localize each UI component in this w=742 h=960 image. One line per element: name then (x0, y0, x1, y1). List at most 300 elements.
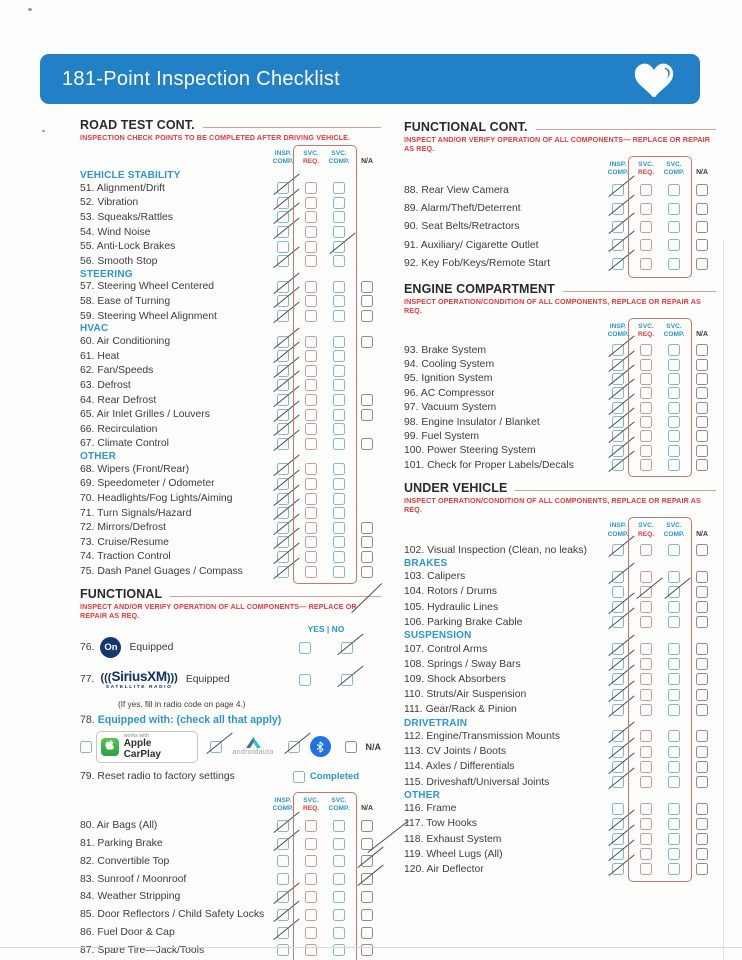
table-row (80, 870, 381, 888)
checkbox-na[interactable] (361, 295, 373, 307)
checkbox-insp[interactable] (612, 359, 624, 371)
checkbox-na[interactable] (696, 616, 708, 628)
checkbox-svc-req[interactable] (640, 803, 652, 815)
checkbox-svc-req[interactable] (305, 855, 317, 867)
checkbox-insp[interactable] (612, 776, 624, 788)
checkbox-svc-comp[interactable] (333, 226, 345, 238)
checkbox-svc-req[interactable] (305, 310, 317, 322)
item-label: 90. Seat Belts/Retractors (404, 221, 520, 233)
checkbox-insp[interactable] (612, 221, 624, 233)
checkbox-svc-req[interactable] (640, 184, 652, 196)
checkbox-na[interactable] (696, 761, 708, 773)
checkbox-na[interactable] (361, 281, 373, 293)
checkbox-svc-comp[interactable] (333, 463, 345, 475)
checkbox-insp[interactable] (277, 295, 289, 307)
checkbox-svc-comp[interactable] (333, 927, 345, 939)
checkbox-svc-req[interactable] (640, 445, 652, 457)
checkbox-svc-req[interactable] (305, 478, 317, 490)
checkbox-svc-req[interactable] (640, 430, 652, 442)
checkbox-na[interactable] (361, 566, 373, 578)
column-header-insp: INSP. COMP. (607, 522, 629, 538)
checkbox-insp[interactable] (277, 820, 289, 832)
checkbox-na[interactable] (696, 258, 708, 270)
checkbox-svc-req[interactable] (640, 616, 652, 628)
checkbox-insp[interactable] (277, 873, 289, 885)
page-edge (723, 240, 724, 960)
checkbox-na[interactable] (696, 344, 708, 356)
checkbox-na[interactable] (696, 373, 708, 385)
table-row (80, 280, 381, 295)
item-label: 119. Wheel Lugs (All) (404, 848, 503, 860)
checkbox-svc-comp[interactable] (668, 359, 680, 371)
item-label: 71. Turn Signals/Hazard (80, 507, 192, 519)
checkbox-insp[interactable] (277, 838, 289, 850)
checkbox-insp[interactable] (277, 438, 289, 450)
checkbox-insp[interactable] (612, 344, 624, 356)
checkbox-insp[interactable] (277, 310, 289, 322)
checkbox-svc-comp[interactable] (333, 478, 345, 490)
checkbox-svc-comp[interactable] (333, 310, 345, 322)
checkbox-svc-comp[interactable] (333, 507, 345, 519)
checkbox-na[interactable] (696, 445, 708, 457)
section-subtitle: INSPECT OPERATION/CONDITION OF ALL COMPONENTS, REPLACE OR REPAIR AS REQ. (404, 296, 701, 315)
checkbox-svc-req[interactable] (305, 211, 317, 223)
checkbox-svc-req[interactable] (640, 601, 652, 613)
checkbox-svc-comp[interactable] (333, 423, 345, 435)
header-bar (40, 54, 700, 104)
checkbox-svc-comp[interactable] (333, 365, 345, 377)
checkbox-svc-req[interactable] (305, 891, 317, 903)
checkbox-svc-req[interactable] (640, 239, 652, 251)
checkbox-svc-req[interactable] (305, 423, 317, 435)
checkbox-svc-req[interactable] (305, 909, 317, 921)
left-column (80, 118, 381, 959)
checkbox-insp[interactable] (612, 601, 624, 613)
checkbox-insp[interactable] (612, 459, 624, 471)
checkbox-insp[interactable] (612, 544, 624, 556)
checkbox-insp[interactable] (277, 365, 289, 377)
checkbox-svc-comp[interactable] (333, 211, 345, 223)
yes-no-header: YES | NO (307, 623, 345, 634)
checkbox-insp[interactable] (277, 255, 289, 267)
checkbox-svc-comp[interactable] (333, 379, 345, 391)
checkbox-na[interactable] (696, 643, 708, 655)
checkbox-svc-req[interactable] (305, 295, 317, 307)
checkbox-na[interactable] (696, 848, 708, 860)
checkbox-insp[interactable] (277, 336, 289, 348)
table-row (80, 835, 381, 853)
checkbox-svc-comp[interactable] (333, 838, 345, 850)
checkbox-na[interactable] (696, 776, 708, 788)
table-row (404, 831, 716, 846)
checkbox-svc-req[interactable] (305, 566, 317, 578)
section-subtitle: INSPECTION CHECK POINTS TO BE COMPLETED AFTER DRIVING VEHICLE. (80, 133, 351, 142)
checkbox-na[interactable] (696, 704, 708, 716)
checkbox-insp[interactable] (277, 478, 289, 490)
checkbox-na[interactable] (696, 416, 708, 428)
checkbox-svc-comp[interactable] (668, 373, 680, 385)
checkbox-svc-req[interactable] (640, 776, 652, 788)
checkbox-svc-comp[interactable] (333, 255, 345, 267)
checkbox-insp[interactable] (277, 182, 289, 194)
item-label: 53. Squeaks/Rattles (80, 211, 173, 223)
checkbox-svc-req[interactable] (305, 365, 317, 377)
checkbox-na[interactable] (361, 873, 373, 885)
checkbox-svc-req[interactable] (640, 833, 652, 845)
siriusxm-logo: (((SiriusXM))) SATELLITE RADIO (100, 668, 178, 690)
checkbox-svc-comp[interactable] (668, 761, 680, 773)
item-label: 60. Air Conditioning (80, 336, 171, 348)
checkbox-na[interactable] (696, 571, 708, 583)
column-header-na: N/A (696, 169, 708, 177)
checkbox-na[interactable] (696, 833, 708, 845)
checkbox-na[interactable] (696, 184, 708, 196)
checkbox-yes[interactable] (299, 642, 311, 654)
checkbox-na[interactable] (361, 820, 373, 832)
checkbox-insp[interactable] (612, 586, 624, 598)
checkbox-svc-comp[interactable] (668, 730, 680, 742)
checkbox-svc-req[interactable] (305, 493, 317, 505)
checkbox-svc-comp[interactable] (668, 184, 680, 196)
checkbox-insp[interactable] (277, 927, 289, 939)
checkbox-insp[interactable] (277, 379, 289, 391)
checkbox-svc-req[interactable] (305, 507, 317, 519)
checkbox-na[interactable] (361, 522, 373, 534)
checkbox-svc-comp[interactable] (333, 522, 345, 534)
checkbox-svc-comp[interactable] (668, 445, 680, 457)
checkbox-svc-req[interactable] (640, 673, 652, 685)
checkbox-svc-req[interactable] (640, 863, 652, 875)
checkbox-na[interactable] (361, 310, 373, 322)
checkbox-yes[interactable] (299, 674, 311, 686)
checkbox-insp[interactable] (612, 203, 624, 215)
checkbox-na[interactable] (696, 387, 708, 399)
checkbox-na[interactable] (696, 544, 708, 556)
section-head (404, 282, 716, 315)
checkbox-completed[interactable] (293, 771, 305, 783)
checkbox-svc-comp[interactable] (333, 909, 345, 921)
checkbox-svc-comp[interactable] (668, 848, 680, 860)
checkbox-na[interactable] (361, 409, 373, 421)
checkbox-insp[interactable] (277, 281, 289, 293)
checkbox-svc-req[interactable] (305, 873, 317, 885)
table-row (404, 415, 716, 429)
checkbox-na[interactable] (361, 336, 373, 348)
checkbox-svc-comp[interactable] (333, 241, 345, 253)
checkbox-insp[interactable] (612, 387, 624, 399)
red-rule (515, 490, 716, 491)
checkbox-insp[interactable] (612, 239, 624, 251)
checkbox-svc-comp[interactable] (333, 873, 345, 885)
checkbox-svc-comp[interactable] (333, 295, 345, 307)
checkbox-insp[interactable] (612, 704, 624, 716)
checkbox-svc-req[interactable] (305, 820, 317, 832)
checkbox-na[interactable] (361, 927, 373, 939)
checkbox-na[interactable] (345, 741, 357, 753)
checkbox-insp[interactable] (612, 689, 624, 701)
checkbox-na[interactable] (361, 891, 373, 903)
checkbox-insp[interactable] (612, 430, 624, 442)
checkbox-svc-comp[interactable] (668, 776, 680, 788)
checkbox-insp[interactable] (612, 818, 624, 830)
checkbox-insp[interactable] (277, 394, 289, 406)
checkbox-insp[interactable] (277, 423, 289, 435)
checkbox-na[interactable] (361, 536, 373, 548)
checkbox-svc-comp[interactable] (668, 658, 680, 670)
item-label: 61. Heat (80, 350, 120, 362)
checkbox-no[interactable] (341, 642, 353, 654)
checkbox-svc-comp[interactable] (668, 704, 680, 716)
checkbox-svc-req[interactable] (640, 818, 652, 830)
checkbox-no[interactable] (341, 674, 353, 686)
checkbox-svc-comp[interactable] (333, 394, 345, 406)
checkbox-svc-req[interactable] (305, 409, 317, 421)
table-row (404, 218, 716, 236)
checkbox-svc-req[interactable] (640, 387, 652, 399)
checkbox-svc-comp[interactable] (668, 203, 680, 215)
checkbox-svc-comp[interactable] (668, 803, 680, 815)
checkbox-na[interactable] (696, 818, 708, 830)
checkbox-svc-req[interactable] (305, 379, 317, 391)
checkbox-insp[interactable] (277, 507, 289, 519)
item-label: 62. Fan/Speeds (80, 365, 154, 377)
checkbox-insp[interactable] (277, 409, 289, 421)
checkbox-svc-comp[interactable] (668, 746, 680, 758)
checkbox-svc-comp[interactable] (668, 221, 680, 233)
checkbox-svc-req[interactable] (640, 571, 652, 583)
checkbox-insp[interactable] (612, 643, 624, 655)
checkbox-na[interactable] (696, 730, 708, 742)
checkbox-na[interactable] (696, 221, 708, 233)
checkbox-svc-comp[interactable] (333, 493, 345, 505)
checkbox-insp[interactable] (612, 803, 624, 815)
checkbox-insp[interactable] (612, 571, 624, 583)
checkbox-bluetooth[interactable] (288, 741, 300, 753)
checkbox-na[interactable] (696, 430, 708, 442)
checkbox-apple-carplay[interactable] (80, 741, 92, 753)
group-header-row (80, 170, 381, 181)
checkbox-svc-comp[interactable] (333, 182, 345, 194)
checkbox-svc-comp[interactable] (668, 344, 680, 356)
checkbox-insp[interactable] (277, 241, 289, 253)
checkbox-svc-req[interactable] (305, 281, 317, 293)
checkbox-insp[interactable] (277, 463, 289, 475)
table-row (80, 437, 381, 452)
checkbox-svc-req[interactable] (640, 761, 652, 773)
checkbox-na[interactable] (696, 863, 708, 875)
section-head (80, 118, 381, 142)
checkbox-svc-comp[interactable] (668, 689, 680, 701)
checkbox-insp[interactable] (612, 416, 624, 428)
checkbox-svc-comp[interactable] (668, 387, 680, 399)
checkbox-svc-req[interactable] (305, 463, 317, 475)
checkbox-svc-comp[interactable] (668, 586, 680, 598)
checkbox-svc-comp[interactable] (333, 409, 345, 421)
checkbox-insp[interactable] (612, 445, 624, 457)
checkbox-insp[interactable] (277, 350, 289, 362)
checkbox-insp[interactable] (612, 373, 624, 385)
checkbox-insp[interactable] (612, 658, 624, 670)
table-row (404, 702, 716, 717)
checkbox-svc-req[interactable] (640, 402, 652, 414)
checkbox-na[interactable] (361, 909, 373, 921)
checkbox-svc-comp[interactable] (333, 197, 345, 209)
checkbox-svc-comp[interactable] (668, 571, 680, 583)
checkbox-na[interactable] (696, 803, 708, 815)
checkbox-insp[interactable] (277, 566, 289, 578)
checkbox-svc-comp[interactable] (668, 643, 680, 655)
group-header-row (404, 790, 716, 802)
checkbox-insp[interactable] (277, 522, 289, 534)
checkbox-svc-req[interactable] (305, 551, 317, 563)
checkbox-insp[interactable] (277, 226, 289, 238)
checkbox-svc-comp[interactable] (668, 544, 680, 556)
checkbox-svc-req[interactable] (640, 586, 652, 598)
checkbox-svc-req[interactable] (640, 203, 652, 215)
column-header-svc-comp: SVC. COMP. (663, 322, 685, 339)
column-header-na: N/A (696, 330, 708, 338)
checkbox-svc-req[interactable] (640, 459, 652, 471)
checkbox-svc-comp[interactable] (668, 459, 680, 471)
checkbox-svc-req[interactable] (305, 350, 317, 362)
checkbox-svc-req[interactable] (640, 704, 652, 716)
checkbox-svc-req[interactable] (305, 226, 317, 238)
checkbox-na[interactable] (696, 402, 708, 414)
checkbox-insp[interactable] (277, 211, 289, 223)
checkbox-svc-req[interactable] (640, 643, 652, 655)
checkbox-android-auto[interactable] (210, 741, 222, 753)
checkbox-na[interactable] (696, 586, 708, 598)
checkbox-svc-req[interactable] (640, 746, 652, 758)
checkbox-insp[interactable] (277, 855, 289, 867)
checkbox-insp[interactable] (277, 536, 289, 548)
checkbox-na[interactable] (361, 551, 373, 563)
checkbox-svc-req[interactable] (305, 394, 317, 406)
checkbox-insp[interactable] (612, 184, 624, 196)
checkbox-insp[interactable] (277, 551, 289, 563)
checkbox-insp[interactable] (277, 891, 289, 903)
checkbox-svc-req[interactable] (640, 689, 652, 701)
checkbox-svc-req[interactable] (305, 336, 317, 348)
table-row (404, 181, 716, 199)
checkbox-svc-req[interactable] (305, 838, 317, 850)
checkbox-insp[interactable] (612, 402, 624, 414)
checkbox-svc-comp[interactable] (668, 616, 680, 628)
checkbox-svc-req[interactable] (640, 221, 652, 233)
checkbox-svc-req[interactable] (640, 848, 652, 860)
checkbox-svc-comp[interactable] (333, 855, 345, 867)
item-label: 82. Convertible Top (80, 855, 170, 867)
page-edge (0, 947, 742, 948)
table-row (404, 744, 716, 759)
item-label: 84. Weather Stripping (80, 891, 181, 903)
checkbox-svc-req[interactable] (305, 197, 317, 209)
checkbox-insp[interactable] (277, 493, 289, 505)
checkbox-insp[interactable] (277, 909, 289, 921)
checkbox-na[interactable] (361, 438, 373, 450)
checkbox-na[interactable] (696, 601, 708, 613)
checkbox-svc-comp[interactable] (333, 336, 345, 348)
checkbox-insp[interactable] (612, 746, 624, 758)
group-header: OTHER (80, 451, 116, 463)
item-label: 58. Ease of Turning (80, 295, 171, 307)
checkbox-svc-comp[interactable] (333, 551, 345, 563)
checkbox-svc-req[interactable] (640, 544, 652, 556)
checkbox-na[interactable] (696, 203, 708, 215)
checkbox-svc-req[interactable] (640, 258, 652, 270)
table-row (404, 357, 716, 371)
checkbox-na[interactable] (696, 239, 708, 251)
checkbox-insp[interactable] (612, 863, 624, 875)
checkbox-svc-comp[interactable] (333, 820, 345, 832)
section-title: FUNCTIONAL (80, 586, 163, 601)
checkbox-insp[interactable] (612, 833, 624, 845)
checkbox-svc-req[interactable] (640, 373, 652, 385)
checkbox-na[interactable] (696, 673, 708, 685)
checkbox-svc-req[interactable] (305, 536, 317, 548)
checkbox-insp[interactable] (612, 673, 624, 685)
checkbox-svc-req[interactable] (640, 344, 652, 356)
checkbox-svc-comp[interactable] (333, 536, 345, 548)
checkbox-svc-comp[interactable] (668, 833, 680, 845)
checkbox-na[interactable] (696, 689, 708, 701)
section-under-vehicle (404, 481, 716, 877)
checkbox-svc-comp[interactable] (333, 891, 345, 903)
checkbox-svc-comp[interactable] (668, 416, 680, 428)
checkbox-svc-comp[interactable] (333, 438, 345, 450)
checkbox-svc-comp[interactable] (333, 281, 345, 293)
column-header-na: N/A (361, 158, 373, 166)
checkbox-svc-req[interactable] (305, 241, 317, 253)
checkbox-na[interactable] (696, 746, 708, 758)
checkbox-svc-req[interactable] (640, 359, 652, 371)
checkbox-svc-req[interactable] (640, 416, 652, 428)
checkbox-svc-comp[interactable] (333, 566, 345, 578)
checkbox-na[interactable] (361, 855, 373, 867)
checkbox-svc-comp[interactable] (668, 258, 680, 270)
checkbox-na[interactable] (696, 459, 708, 471)
checkbox-svc-comp[interactable] (668, 430, 680, 442)
checkbox-svc-req[interactable] (640, 658, 652, 670)
checkbox-svc-req[interactable] (640, 730, 652, 742)
checkbox-svc-req[interactable] (305, 522, 317, 534)
checkbox-na[interactable] (361, 394, 373, 406)
checkbox-svc-req[interactable] (305, 438, 317, 450)
table-row (404, 687, 716, 702)
checkbox-insp[interactable] (277, 197, 289, 209)
table-row (80, 535, 381, 550)
checkbox-svc-req[interactable] (305, 927, 317, 939)
table-row (404, 801, 716, 816)
checkbox-na[interactable] (696, 658, 708, 670)
checkbox-svc-comp[interactable] (668, 601, 680, 613)
checkbox-insp[interactable] (612, 848, 624, 860)
checkbox-insp[interactable] (612, 730, 624, 742)
checkbox-svc-comp[interactable] (333, 350, 345, 362)
checkbox-insp[interactable] (612, 258, 624, 270)
checkbox-insp[interactable] (612, 616, 624, 628)
checkbox-svc-comp[interactable] (668, 402, 680, 414)
checkbox-na[interactable] (361, 838, 373, 850)
checkbox-insp[interactable] (612, 761, 624, 773)
checkbox-svc-comp[interactable] (668, 239, 680, 251)
checkbox-svc-req[interactable] (305, 255, 317, 267)
checkbox-na[interactable] (696, 359, 708, 371)
checkbox-svc-comp[interactable] (668, 673, 680, 685)
checkbox-svc-req[interactable] (305, 182, 317, 194)
checkbox-svc-comp[interactable] (668, 863, 680, 875)
checkbox-svc-comp[interactable] (668, 818, 680, 830)
